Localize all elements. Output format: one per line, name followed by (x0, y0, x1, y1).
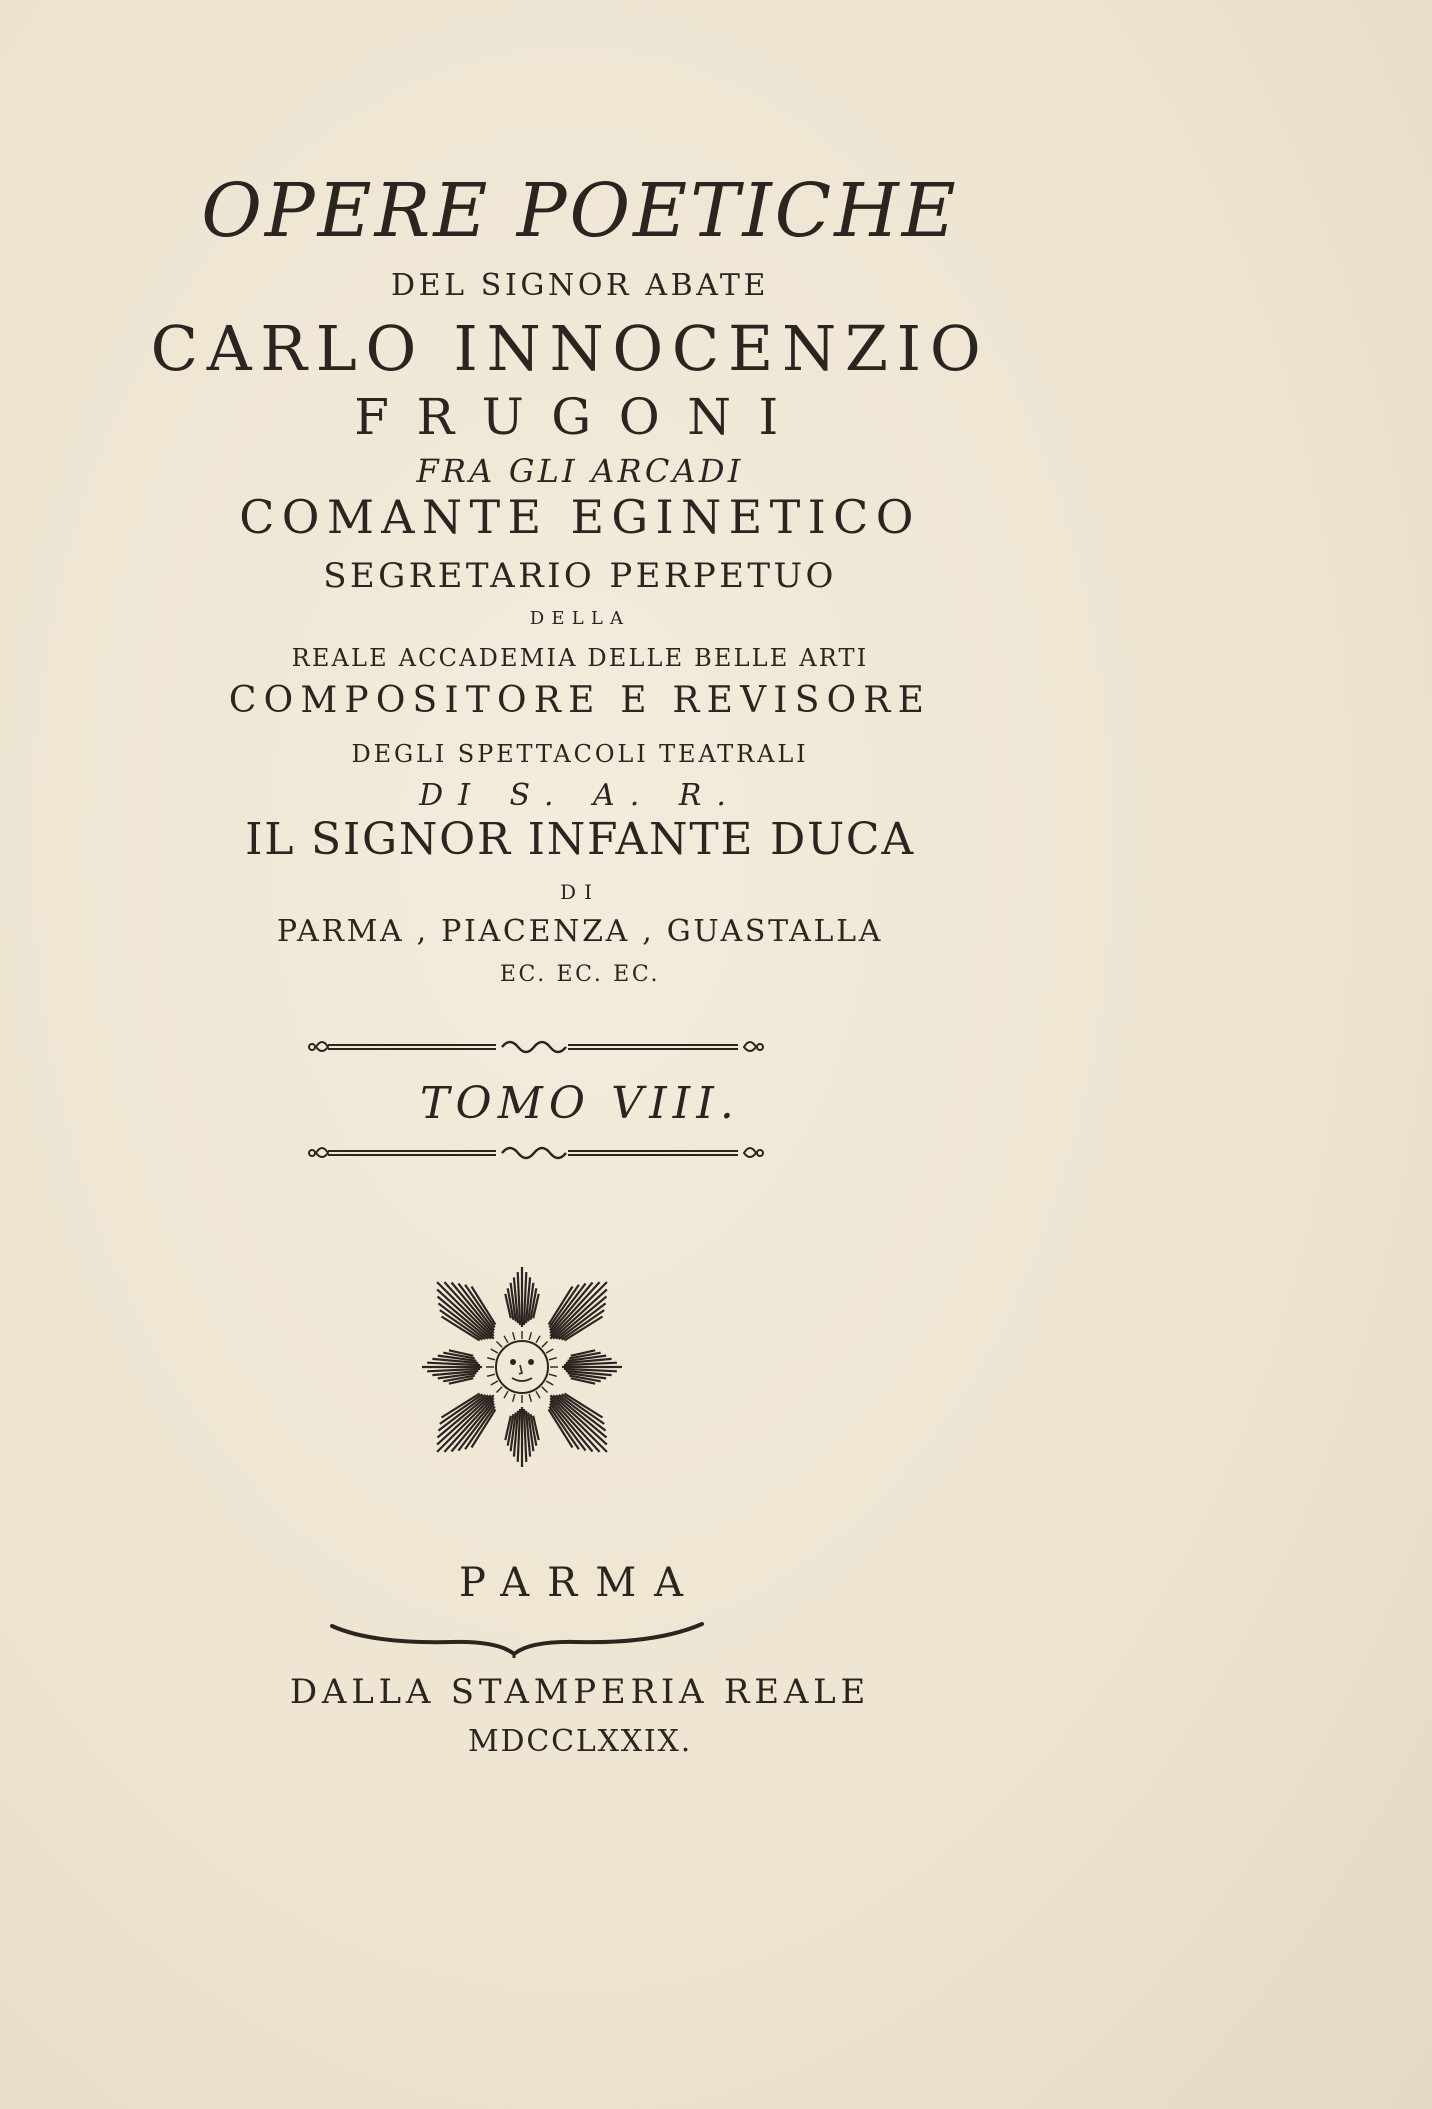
title-line-arcadi: FRA GLI ARCADI (416, 452, 744, 490)
title-line-duchies: PARMA , PIACENZA , GUASTALLA (276, 914, 884, 949)
title-line-del-signor: DEL SIGNOR ABATE (391, 268, 769, 303)
title-line-arcadian-name: COMANTE EGINETICO (239, 490, 921, 544)
title-line-della: DELLA (529, 608, 631, 629)
title-line-di: DI (560, 880, 600, 904)
title-line-infante: IL SIGNOR INFANTE DUCA (245, 814, 915, 865)
title-line-compositore: COMPOSITORE E REVISORE (228, 680, 932, 721)
ornamental-rule-icon (306, 1140, 766, 1166)
author-first-name: CARLO INNOCENZIO (150, 312, 990, 385)
title-line-spettacoli: DEGLI SPETTACOLI TEATRALI (351, 740, 809, 768)
ornamental-rule-icon (306, 1034, 766, 1060)
volume-number: TOMO VIII. (419, 1078, 741, 1129)
title-line-sar: DI S. A. R. (419, 778, 741, 813)
title-line-secretary: SEGRETARIO PERPETUO (323, 556, 837, 596)
imprint-year: MDCCLXXIX. (467, 1724, 693, 1759)
swash-rule-icon (328, 1612, 708, 1662)
title-line-etc: EC. EC. EC. (499, 962, 661, 987)
imprint-printer: DALLA STAMPERIA REALE (289, 1672, 871, 1712)
sun-emblem-icon (382, 1232, 662, 1502)
author-last-name: FRUGONI (354, 388, 806, 446)
imprint-city: PARMA (458, 1560, 702, 1606)
title-line-academy: REALE ACCADEMIA DELLE BELLE ARTI (291, 644, 869, 672)
book-title: OPERE POETICHE (201, 168, 959, 254)
